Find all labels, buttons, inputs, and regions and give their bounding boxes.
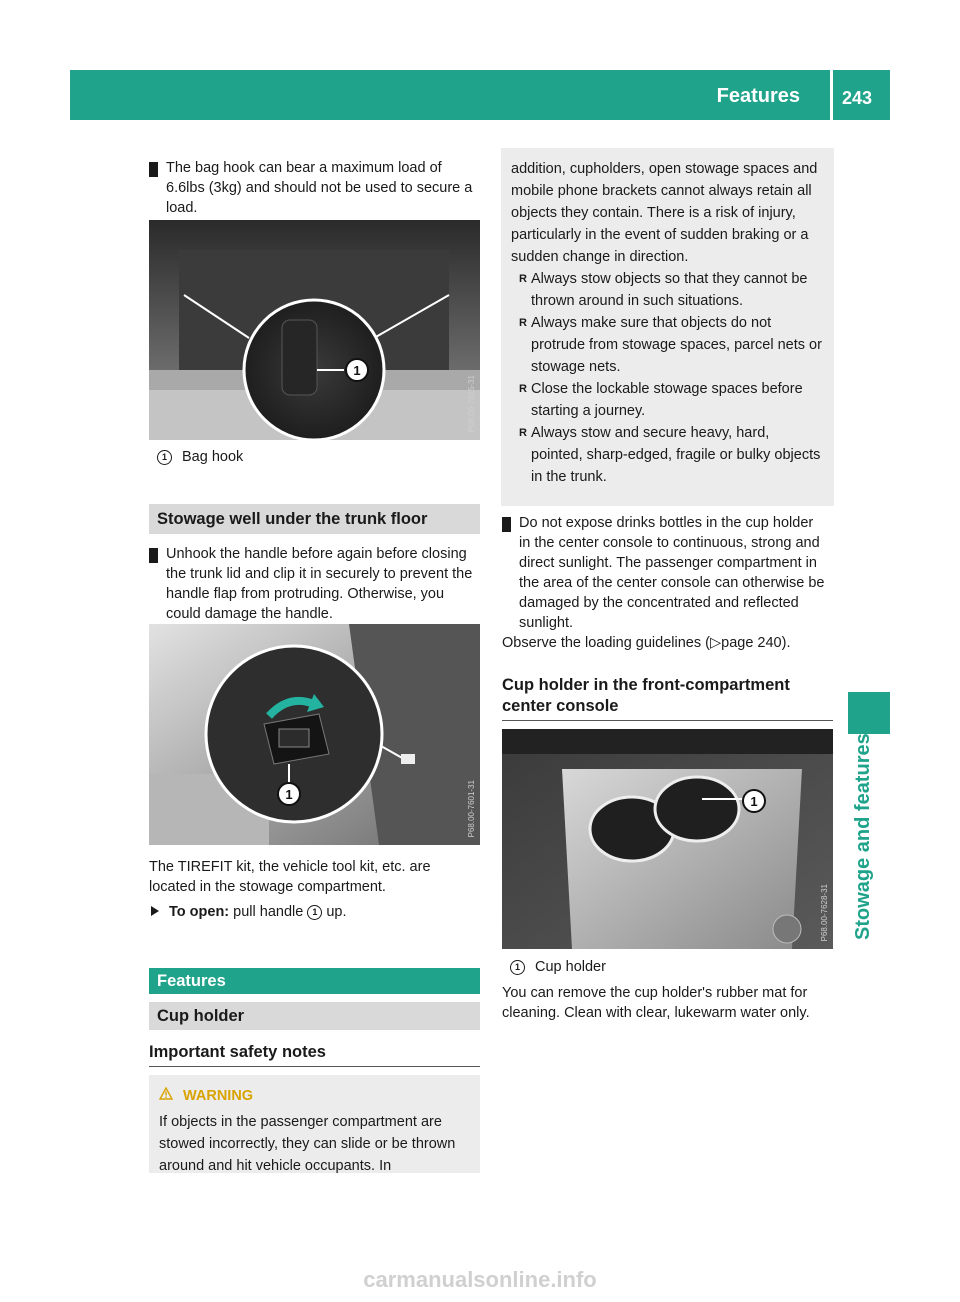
bag-hook-note (142, 158, 479, 218)
console-illustration (502, 729, 833, 949)
list-item (511, 422, 824, 488)
exclamation-icon: ! (502, 517, 511, 532)
list-item-text: Close the lockable stowage spaces before starting a journey. (531, 381, 803, 419)
warning-text: If objects in the passenger compartment are stowed incorrectly, they can slide or be thrown around and hit vehicle occupants. In (159, 1114, 456, 1174)
exclamation-icon: ! (149, 162, 158, 177)
bullet-icon: R (519, 317, 527, 329)
callout-number: 1 (157, 450, 172, 465)
cup-holder-heading: Cup holder (149, 1002, 480, 1030)
warning-box (149, 1075, 480, 1173)
list-item (511, 378, 824, 422)
cup-holder-caption (510, 957, 606, 977)
trunk-floor-image (149, 624, 480, 845)
caption-text: Cup holder (535, 959, 606, 975)
bag-hook-image (149, 220, 480, 440)
page-reference-link[interactable]: page 240 (721, 635, 782, 651)
sunlight-note (495, 513, 828, 633)
list-item-text: Always make sure that objects do not protrude from stowage spaces, parcel nets or stowage nets. (531, 315, 822, 375)
trunk-floor-illustration (149, 624, 480, 845)
to-open-label: To open: (169, 904, 230, 920)
image-code: P68.00-7628-31 (820, 883, 829, 941)
tirefit-paragraph: The TIREFIT kit, the vehicle tool kit, etc. are located in the stowage compartment. (149, 859, 431, 895)
image-code: P68.00-7615-31 (467, 374, 476, 432)
arrow-right-icon (151, 906, 159, 916)
side-tab-label: Stowage and features (852, 733, 874, 940)
to-open-instruction (151, 902, 347, 922)
bullet-icon: R (519, 427, 527, 439)
warning-title-row (159, 1085, 470, 1107)
image-callout: 1 (285, 787, 293, 802)
note-text: Unhook the handle before again before closing the trunk lid and clip it in securely to prevent the handle flap from protruding. Otherwise, you could damage the handle. (166, 546, 473, 622)
caption-text: Bag hook (182, 449, 244, 465)
callout-number: 1 (510, 960, 525, 975)
trunk-illustration (149, 220, 480, 440)
note-text: The bag hook can bear a maximum load of 6.6lbs (3kg) and should not be used to secure a load. (166, 160, 473, 216)
features-heading: Features (149, 968, 480, 994)
cleaning-paragraph: You can remove the cup holder's rubber mat for cleaning. Clean with clear, lukewarm water only. (502, 985, 810, 1021)
section-title: Features (716, 85, 800, 107)
header-separator (830, 70, 833, 120)
observe-text-end: ). (781, 635, 791, 651)
cup-holder-image (502, 729, 833, 949)
list-item-text: Always stow objects so that they cannot be thrown around in such situations. (531, 271, 808, 309)
bag-hook-caption (157, 447, 243, 467)
list-item-text: Always stow and secure heavy, hard, pointed, sharp-edged, fragile or bulky objects in the trunk. (531, 425, 821, 485)
page-number: 243 (842, 88, 873, 108)
bullet-icon: R (519, 273, 527, 285)
safety-notes-heading: Important safety notes (149, 1042, 480, 1067)
warning-title: WARNING (183, 1088, 254, 1104)
watermark: carmanualsonline.info (363, 1267, 597, 1292)
cup-holder-front-heading: Cup holder in the front-compartment center console (502, 675, 833, 721)
image-callout: 1 (750, 794, 758, 809)
observe-text: Observe the loading guidelines ( (502, 635, 710, 651)
observe-guidelines (502, 633, 832, 653)
list-item (511, 268, 824, 312)
exclamation-icon: ! (149, 548, 158, 563)
to-open-text: pull handle (233, 904, 304, 920)
handle-note (142, 544, 479, 624)
warning-box-continued (501, 148, 834, 506)
image-callout: 1 (353, 363, 361, 378)
bullet-icon: R (519, 383, 527, 395)
image-code: P68.00-7601-31 (467, 779, 476, 837)
callout-number: 1 (307, 905, 322, 920)
list-item (511, 312, 824, 378)
note-text: Do not expose drinks bottles in the cup holder in the center console to continuous, strong and direct sunlight. The passenger compartment in the area of the center console can otherwise be damaged by the concentrated and reflected sunlight. (519, 515, 825, 631)
warning-continued-text: addition, cupholders, open stowage spaces and mobile phone brackets cannot always retain all objects they contain. There is a risk of injury, particularly in the event of sudden braking or a sudden change in direction. (511, 161, 818, 265)
page-ref-arrow-icon: ▷ (709, 635, 722, 651)
warning-triangle-icon (159, 1085, 173, 1107)
to-open-text-after: up. (326, 904, 347, 920)
stowage-well-heading: Stowage well under the trunk floor (149, 504, 480, 534)
